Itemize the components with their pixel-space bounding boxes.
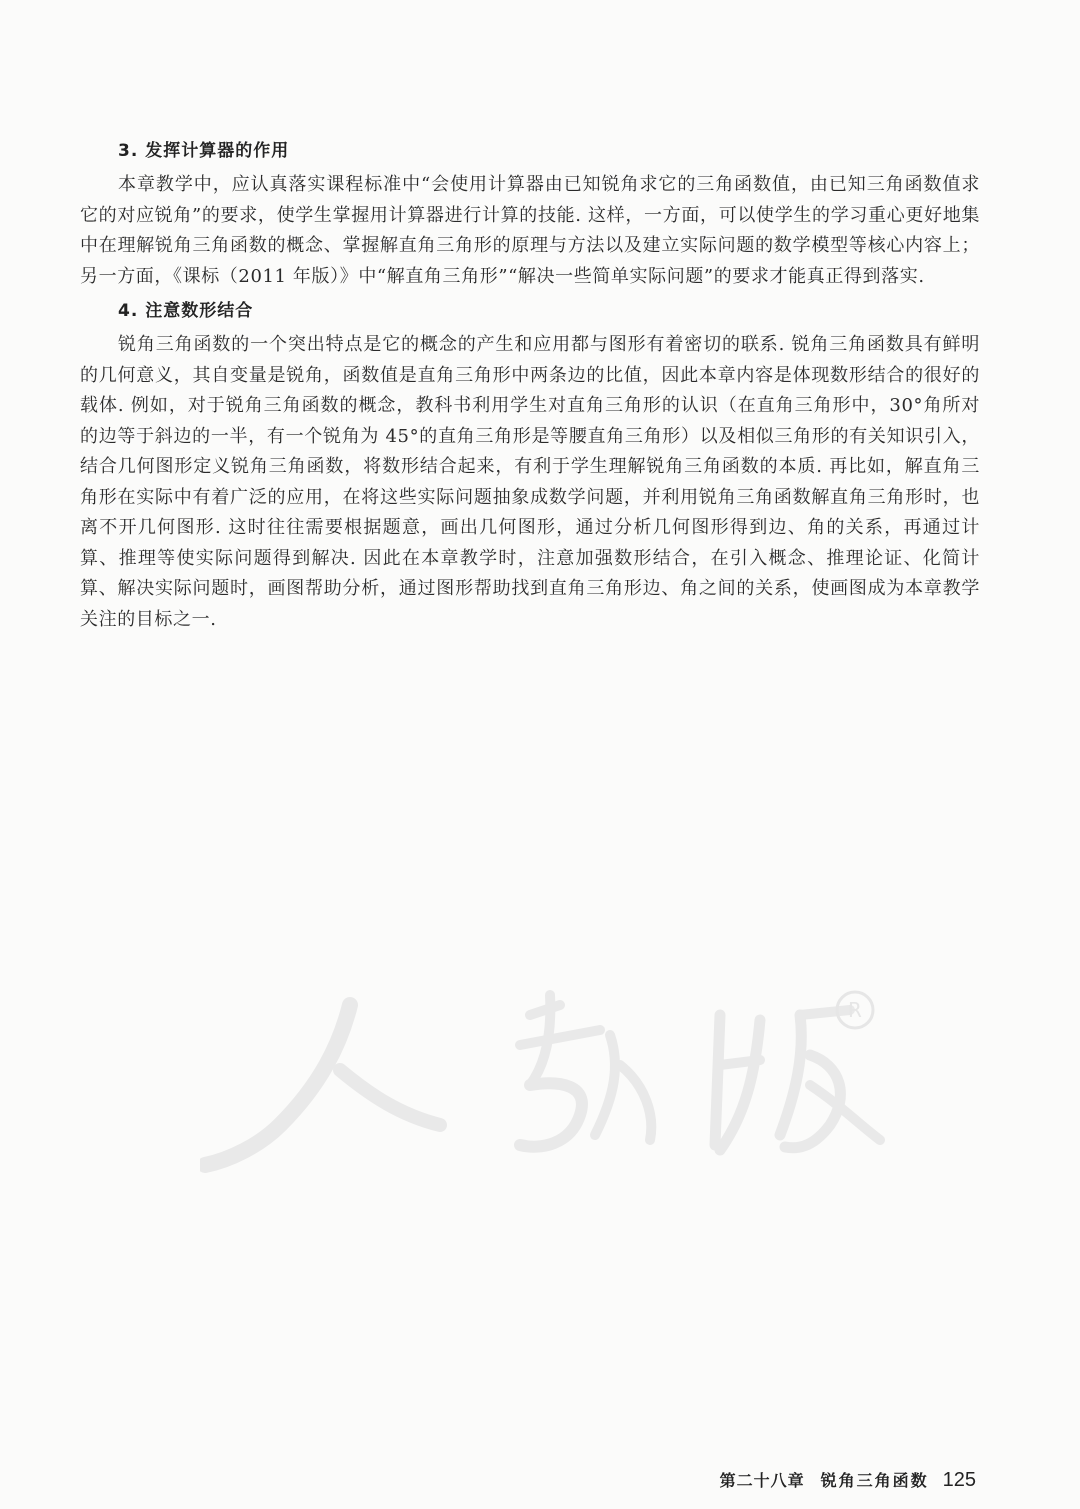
publisher-watermark-logo	[200, 975, 900, 1195]
section-paragraph-calculator: 本章教学中，应认真落实课程标准中“会使用计算器由已知锐角求它的三角函数值，由已知三角函数值求它的对应锐角”的要求，使学生掌握用计算器进行计算的技能. 这样，一方面，可以使学生的学习重心更好地集中在理解锐角三角函数的概念、掌握解直角三角形的原理与方法以及建立实际问题的数学模型等核心内容上；另一方面，《课标（2011 年版）》中“解直角三角形”“解决一些简单实际问题”的要求才能真正得到落实.	[80, 174, 980, 287]
page-number: 125	[942, 1469, 976, 1491]
footer-chapter: 第二十八章	[719, 1471, 805, 1490]
section-heading-number-shape: 4. 注意数形结合	[118, 301, 254, 321]
svg-text:R: R	[848, 998, 862, 1022]
page-footer	[720, 1468, 976, 1502]
footer-title: 锐角三角函数	[820, 1471, 929, 1490]
main-content	[80, 134, 980, 635]
section-heading-calculator: 3. 发挥计算器的作用	[118, 141, 290, 161]
section-paragraph-number-shape: 锐角三角函数的一个突出特点是它的概念的产生和应用都与图形有着密切的联系. 锐角三角函数具有鲜明的几何意义，其自变量是锐角，函数值是直角三角形中两条边的比值，因此本章内容是体现数形结合的很好的载体. 例如，对于锐角三角函数的概念，教科书利用学生对直角三角形的认识（在直角三角形中，30°角所对的边等于斜边的一半，有一个锐角为 45°的直角三角形是等腰直角三角形）以及相似三角形的有关知识引入，结合几何图形定义锐角三角函数，将数形结合起来，有利于学生理解锐角三角函数的本质. 再比如，解直角三角形在实际中有着广泛的应用，在将这些实际问题抽象成数学问题，并利用锐角三角函数解直角三角形时，也离不开几何图形. 这时往往需要根据题意，画出几何图形，通过分析几何图形得到边、角的关系，再通过计算、推理等使实际问题得到解决. 因此在本章教学时，注意加强数形结合，在引入概念、推理论证、化简计算、解决实际问题时，画图帮助分析，通过图形帮助找到直角三角形边、角之间的关系，使画图成为本章教学关注的目标之一.	[80, 334, 980, 630]
